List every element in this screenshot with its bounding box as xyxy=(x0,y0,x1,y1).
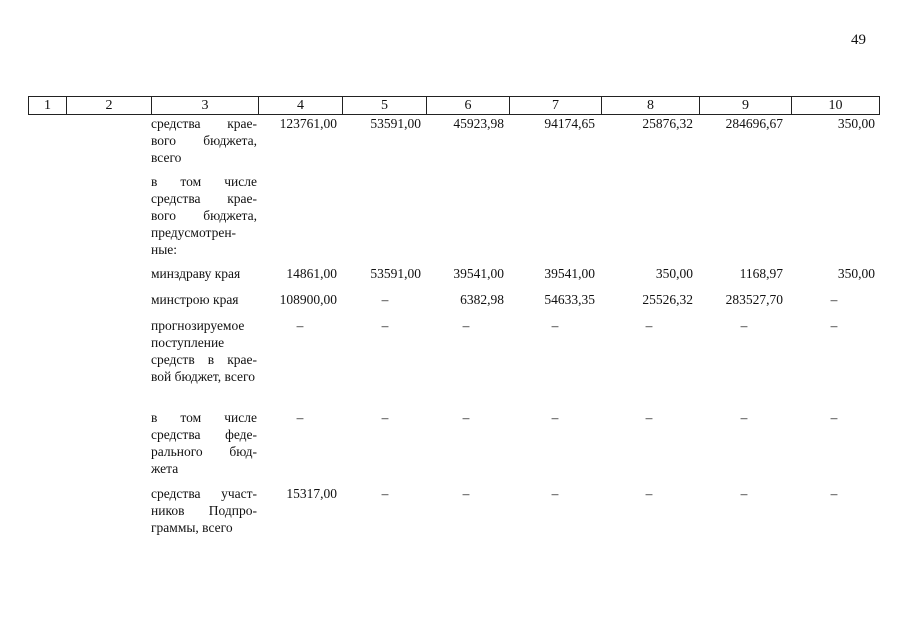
row-label: средства крае-вого бюджета, всего xyxy=(151,116,257,165)
cell-col-5: – xyxy=(381,292,389,307)
cell-col-10: – xyxy=(830,410,838,425)
cell-col-7: 39541,00 xyxy=(544,266,595,281)
header-col-6: 6 xyxy=(426,97,509,114)
cell-col-10: 350,00 xyxy=(837,266,875,281)
header-col-3: 3 xyxy=(151,97,258,114)
cell-col-8: – xyxy=(645,410,653,425)
cell-col-4: 108900,00 xyxy=(279,292,337,307)
cell-col-7: 54633,35 xyxy=(544,292,595,307)
header-col-5: 5 xyxy=(342,97,426,114)
cell-col-9: 284696,67 xyxy=(725,116,783,131)
page-number: 49 xyxy=(851,32,866,48)
header-col-2: 2 xyxy=(66,97,151,114)
row-label: минздраву края xyxy=(151,266,241,281)
cell-col-4: – xyxy=(296,318,304,333)
cell-col-5: 53591,00 xyxy=(370,266,421,281)
cell-col-4: – xyxy=(296,410,304,425)
cell-col-9: – xyxy=(740,318,748,333)
cell-col-4: 14861,00 xyxy=(286,266,337,281)
cell-col-8: 25876,32 xyxy=(642,116,693,131)
cell-col-9: – xyxy=(740,486,748,501)
cell-col-6: – xyxy=(462,410,470,425)
header-col-10: 10 xyxy=(791,97,880,114)
cell-col-5: – xyxy=(381,318,389,333)
row-label: средства участ-ников Подпро-граммы, всего xyxy=(151,486,257,535)
row-label: минстрою края xyxy=(151,292,239,307)
cell-col-9: 283527,70 xyxy=(725,292,783,307)
header-col-9: 9 xyxy=(699,97,791,114)
header-col-4: 4 xyxy=(258,97,342,114)
header-col-7: 7 xyxy=(509,97,601,114)
header-col-1: 1 xyxy=(28,97,66,114)
cell-col-8: – xyxy=(645,318,653,333)
cell-col-5: 53591,00 xyxy=(370,116,421,131)
cell-col-6: 39541,00 xyxy=(453,266,504,281)
row-label: в том числе средства феде-рального бюд-жета xyxy=(151,410,257,476)
cell-col-10: – xyxy=(830,318,838,333)
row-label: прогнозируемое поступление средств в крае-вой бюджет, всего xyxy=(151,318,257,384)
table-header-row xyxy=(28,96,880,115)
cell-col-10: – xyxy=(830,486,838,501)
cell-col-7: 94174,65 xyxy=(544,116,595,131)
cell-col-8: 25526,32 xyxy=(642,292,693,307)
cell-col-8: 350,00 xyxy=(655,266,693,281)
cell-col-10: – xyxy=(830,292,838,307)
header-col-8: 8 xyxy=(601,97,699,114)
cell-col-4: 123761,00 xyxy=(279,116,337,131)
cell-col-4: 15317,00 xyxy=(286,486,337,501)
cell-col-7: – xyxy=(551,318,559,333)
cell-col-6: – xyxy=(462,318,470,333)
cell-col-6: – xyxy=(462,486,470,501)
cell-col-9: 1168,97 xyxy=(739,266,783,281)
cell-col-6: 45923,98 xyxy=(453,116,504,131)
cell-col-9: – xyxy=(740,410,748,425)
cell-col-7: – xyxy=(551,486,559,501)
row-label: в том числе средства крае-вого бюджета, предусмотрен-ные: xyxy=(151,174,257,257)
cell-col-6: 6382,98 xyxy=(460,292,504,307)
cell-col-10: 350,00 xyxy=(837,116,875,131)
cell-col-5: – xyxy=(381,410,389,425)
cell-col-5: – xyxy=(381,486,389,501)
cell-col-8: – xyxy=(645,486,653,501)
cell-col-7: – xyxy=(551,410,559,425)
